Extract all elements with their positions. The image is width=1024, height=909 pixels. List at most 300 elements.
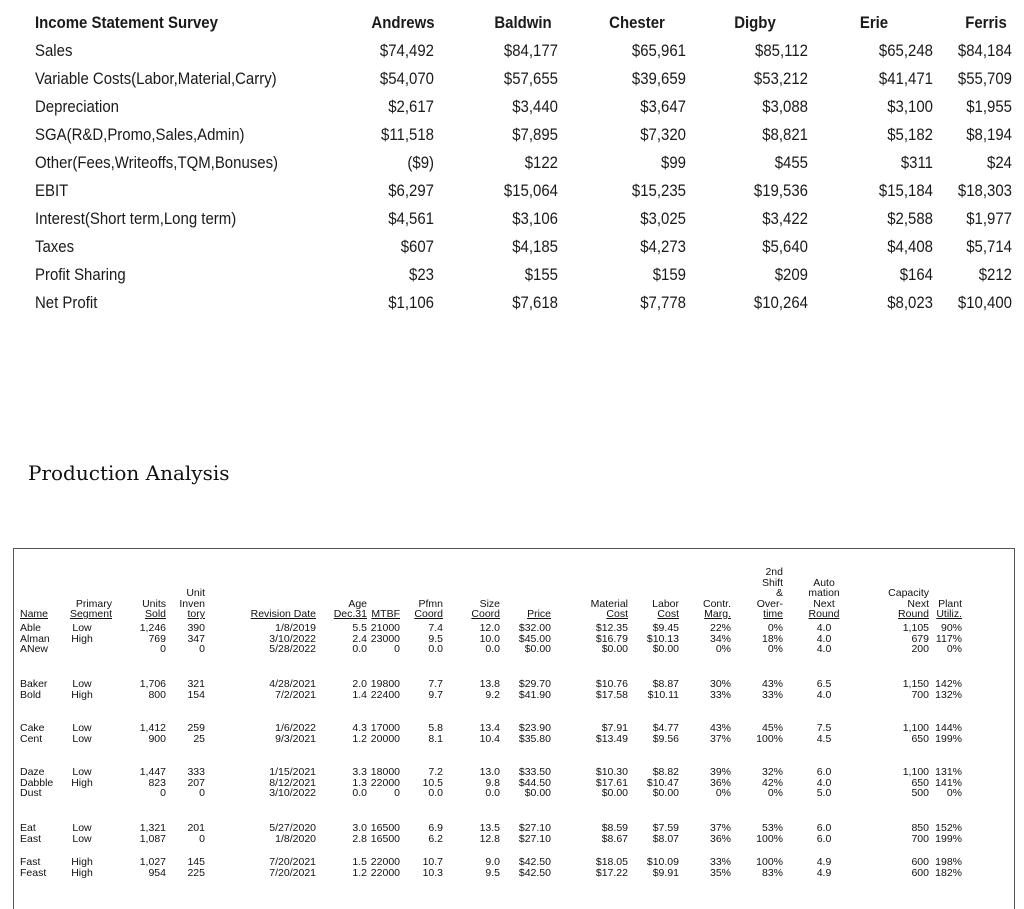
cell-mat: $16.79: [595, 632, 628, 645]
income-cell: $8,194: [966, 125, 1012, 144]
cell-price: $27.10: [518, 832, 551, 845]
cell-inv: 25: [193, 732, 205, 745]
cell-mtbf: 19800: [370, 678, 400, 690]
income-cell: $5,640: [762, 237, 808, 256]
cell-name: East: [20, 832, 42, 845]
cell-contr: 0%: [715, 787, 731, 799]
cell-price: $29.70: [518, 678, 551, 690]
income-cell: $85,112: [755, 41, 808, 60]
cell-lab: $8.07: [652, 832, 679, 845]
cell-size: 13.5: [479, 822, 500, 834]
cell-price: $42.50: [518, 856, 551, 868]
cell-auto: 4.0: [816, 632, 832, 645]
cell-mtbf: 0: [394, 643, 400, 655]
cell-pfmn: 10.7: [422, 856, 443, 868]
cell-segment: Low: [72, 766, 92, 778]
income-cell: $18,303: [957, 181, 1012, 200]
income-cell: $3,422: [762, 209, 808, 228]
cell-rev: 7/2/2021: [275, 688, 316, 701]
cell-segment: High: [71, 776, 93, 789]
cell-contr: 43%: [709, 722, 731, 734]
header-auto: Auto: [813, 576, 835, 589]
income-cell: $6,297: [388, 181, 434, 200]
cell-name: Dust: [20, 787, 42, 799]
cell-cap: 1,105: [902, 622, 929, 634]
cell-pfmn: 9.5: [428, 632, 443, 645]
cell-size: 0.0: [485, 787, 500, 799]
cell-name: Alman: [20, 632, 50, 645]
header-age: Dec.31: [333, 608, 367, 620]
cell-cap: 700: [911, 688, 929, 701]
cell-segment: High: [71, 856, 93, 868]
header-contr: Marg.: [704, 608, 731, 620]
header-contr: Contr.: [702, 597, 731, 610]
cell-mat: $12.35: [595, 622, 628, 634]
header-ot: Over-: [756, 597, 783, 610]
header-pfmn: Coord: [414, 608, 443, 620]
income-row: [0, 125, 1024, 151]
cell-mtbf: 17000: [370, 722, 400, 734]
cell-cap: 700: [911, 832, 929, 845]
cell-age: 1.5: [352, 856, 367, 868]
income-cell: $65,248: [878, 41, 933, 60]
income-cell: $84,184: [957, 41, 1012, 60]
income-cell: $3,100: [887, 97, 933, 116]
cell-units: 1,246: [139, 622, 166, 634]
income-cell: $4,185: [512, 237, 558, 256]
cell-price: $42.50: [518, 866, 551, 879]
cell-util: 132%: [935, 688, 962, 701]
header-mat: Cost: [606, 608, 628, 620]
cell-lab: $9.91: [652, 866, 679, 879]
header-cap: Capacity: [888, 587, 929, 599]
header-cap: Next: [907, 597, 929, 610]
cell-size: 13.8: [479, 678, 500, 690]
header-ot: Shift: [761, 576, 783, 589]
cell-auto: 4.9: [816, 866, 832, 879]
production-analysis-table: [13, 548, 1015, 909]
header-mtbf: MTBF: [371, 608, 400, 620]
cell-inv: 207: [187, 776, 205, 789]
income-cell: $7,618: [512, 293, 558, 312]
cell-pfmn: 6.2: [428, 832, 443, 845]
income-row-label: Taxes: [35, 237, 75, 256]
cell-lab: $0.00: [652, 643, 679, 655]
cell-ot: 32%: [761, 766, 783, 778]
cell-lab: $9.45: [652, 622, 679, 634]
company-header-andrews: Andrews: [371, 13, 435, 32]
cell-inv: 0: [199, 787, 205, 799]
cell-ot: 100%: [756, 832, 783, 845]
income-cell: $41,471: [878, 69, 933, 88]
cell-mat: $8.59: [601, 822, 628, 834]
cell-util: 117%: [935, 632, 962, 645]
cell-size: 0.0: [485, 643, 500, 655]
header-units: Units: [142, 597, 166, 610]
income-row: [0, 181, 1024, 207]
cell-rev: 3/10/2022: [269, 787, 316, 799]
cell-rev: 3/10/2022: [269, 632, 316, 645]
income-cell: $11,518: [381, 125, 434, 144]
cell-inv: 201: [187, 822, 205, 834]
income-cell: $10,400: [957, 293, 1012, 312]
income-row-label: Variable Costs(Labor,Material,Carry): [35, 69, 277, 88]
cell-units: 900: [148, 732, 166, 745]
income-cell: $1,955: [966, 97, 1012, 116]
cell-lab: $8.87: [652, 678, 679, 690]
cell-ot: 18%: [761, 632, 783, 645]
cell-mtbf: 0: [394, 787, 400, 799]
header-auto: Next: [813, 597, 835, 610]
cell-inv: 154: [187, 688, 205, 701]
production-analysis-title: Production Analysis: [28, 461, 230, 485]
income-cell: $5,714: [966, 237, 1012, 256]
cell-contr: 0%: [715, 643, 731, 655]
cell-rev: 8/12/2021: [269, 776, 316, 789]
cell-lab: $10.47: [646, 776, 679, 789]
income-cell: $122: [524, 153, 558, 172]
cell-cap: 679: [911, 632, 929, 645]
income-cell: $39,659: [631, 69, 686, 88]
income-cell: $2,588: [887, 209, 933, 228]
cell-segment: High: [71, 688, 93, 701]
header-seg: Primary: [75, 597, 112, 610]
cell-cap: 850: [911, 822, 929, 834]
cell-size: 9.0: [485, 856, 500, 868]
cell-size: 13.0: [479, 766, 500, 778]
cell-price: $0.00: [524, 643, 551, 655]
cell-cap: 600: [911, 866, 929, 879]
cell-name: ANew: [20, 643, 49, 655]
income-cell: $15,235: [631, 181, 686, 200]
cell-lab: $7.59: [652, 822, 679, 834]
income-cell: ($9): [407, 153, 434, 172]
cell-size: 10.4: [479, 732, 500, 745]
cell-age: 1.3: [352, 776, 367, 789]
cell-units: 1,321: [139, 822, 166, 834]
company-header-erie: Erie: [859, 13, 889, 32]
cell-size: 9.8: [485, 776, 500, 789]
income-cell: $1,106: [388, 293, 434, 312]
cell-name: Cake: [20, 722, 45, 734]
cell-lab: $10.09: [646, 856, 679, 868]
header-ot: &: [775, 587, 783, 599]
cell-cap: 1,150: [902, 678, 929, 690]
cell-auto: 4.5: [816, 732, 832, 745]
cell-inv: 145: [187, 856, 205, 868]
cell-pfmn: 7.7: [428, 678, 443, 690]
income-cell: $209: [774, 265, 808, 284]
income-cell: $15,184: [878, 181, 933, 200]
cell-auto: 6.0: [816, 832, 832, 845]
cell-size: 9.2: [485, 688, 500, 701]
cell-price: $33.50: [518, 766, 551, 778]
header-util: Utiliz.: [936, 608, 962, 620]
cell-util: 142%: [935, 678, 962, 690]
income-cell: $19,536: [753, 181, 808, 200]
cell-age: 3.0: [352, 822, 367, 834]
cell-lab: $0.00: [652, 787, 679, 799]
cell-size: 13.4: [479, 722, 500, 734]
income-cell: $2,617: [388, 97, 434, 116]
income-cell: $455: [774, 153, 808, 172]
income-cell: $7,778: [640, 293, 686, 312]
income-cell: $8,023: [887, 293, 933, 312]
income-cell: $55,709: [957, 69, 1012, 88]
cell-mat: $17.22: [595, 866, 628, 879]
cell-rev: 1/15/2021: [269, 766, 316, 778]
header-ot: time: [763, 608, 783, 620]
cell-contr: 30%: [709, 678, 731, 690]
cell-segment: Low: [72, 832, 92, 845]
cell-age: 2.8: [352, 832, 367, 845]
cell-util: 90%: [940, 622, 962, 634]
cell-pfmn: 0.0: [428, 787, 443, 799]
cell-ot: 0%: [767, 622, 783, 634]
income-row-label: Profit Sharing: [35, 265, 126, 284]
cell-rev: 1/8/2020: [275, 832, 316, 845]
cell-inv: 0: [199, 643, 205, 655]
income-cell: $4,561: [388, 209, 434, 228]
cell-age: 0.0: [352, 787, 367, 799]
cell-name: Baker: [20, 678, 48, 690]
cell-auto: 4.0: [816, 622, 832, 634]
cell-name: Cent: [20, 732, 43, 745]
income-row-label: Interest(Short term,Long term): [35, 209, 237, 228]
cell-pfmn: 10.3: [422, 866, 443, 879]
cell-pfmn: 5.8: [428, 722, 443, 734]
header-lab: Labor: [652, 597, 679, 610]
cell-cap: 1,100: [902, 722, 929, 734]
cell-contr: 39%: [709, 766, 731, 778]
cell-age: 2.4: [352, 632, 367, 645]
income-cell: $3,106: [512, 209, 558, 228]
cell-age: 0.0: [352, 643, 367, 655]
cell-util: 0%: [946, 787, 962, 799]
income-row: [0, 293, 1024, 319]
cell-mtbf: 22400: [370, 688, 400, 701]
income-row-label: Depreciation: [35, 97, 119, 116]
header-size: Size: [479, 597, 500, 610]
cell-pfmn: 0.0: [428, 643, 443, 655]
cell-age: 1.4: [352, 688, 367, 701]
cell-auto: 4.9: [816, 856, 832, 868]
cell-inv: 0: [199, 832, 205, 845]
cell-units: 954: [148, 866, 166, 879]
cell-units: 1,027: [139, 856, 166, 868]
cell-segment: Low: [72, 622, 92, 634]
income-cell: $23: [409, 265, 434, 284]
cell-cap: 650: [911, 776, 929, 789]
header-auto: Round: [808, 608, 840, 620]
cell-inv: 333: [187, 766, 205, 778]
cell-name: Fast: [20, 856, 41, 868]
cell-units: 823: [148, 776, 166, 789]
cell-util: 0%: [946, 643, 962, 655]
cell-rev: 5/28/2022: [269, 643, 316, 655]
cell-lab: $4.77: [652, 722, 679, 734]
cell-mtbf: 20000: [370, 732, 400, 745]
cell-price: $41.90: [518, 688, 551, 701]
cell-inv: 225: [187, 866, 205, 879]
cell-ot: 0%: [767, 643, 783, 655]
cell-cap: 650: [911, 732, 929, 745]
income-cell: $99: [661, 153, 686, 172]
cell-lab: $10.11: [647, 688, 679, 701]
cell-inv: 321: [187, 678, 205, 690]
cell-mat: $0.00: [601, 787, 628, 799]
income-row: [0, 97, 1024, 123]
header-seg: Segment: [69, 608, 112, 620]
cell-segment: High: [71, 866, 93, 879]
income-cell: $3,088: [762, 97, 808, 116]
income-row: [0, 153, 1024, 179]
header-util: Plant: [938, 597, 962, 610]
cell-segment: Low: [72, 732, 92, 745]
cell-pfmn: 7.4: [428, 622, 443, 634]
cell-rev: 7/20/2021: [269, 856, 316, 868]
cell-auto: 7.5: [816, 722, 832, 734]
income-cell: $212: [978, 265, 1012, 284]
cell-size: 10.0: [479, 632, 500, 645]
cell-units: 1,447: [139, 766, 166, 778]
cell-name: Dabble: [20, 776, 54, 789]
cell-pfmn: 10.5: [422, 776, 443, 789]
header-lab: Cost: [657, 608, 679, 620]
cell-ot: 83%: [761, 866, 783, 879]
cell-cap: 500: [911, 787, 929, 799]
income-cell: $74,492: [379, 41, 434, 60]
cell-ot: 100%: [756, 856, 783, 868]
cell-mtbf: 22000: [370, 866, 400, 879]
header-price: Price: [527, 608, 551, 620]
income-cell: $7,320: [640, 125, 686, 144]
cell-pfmn: 6.9: [428, 822, 443, 834]
cell-units: 769: [148, 632, 166, 645]
income-row-label: SGA(R&D,Promo,Sales,Admin): [35, 125, 245, 144]
cell-inv: 259: [187, 722, 205, 734]
cell-age: 1.2: [352, 866, 367, 879]
cell-util: 199%: [935, 832, 962, 845]
cell-util: 141%: [935, 776, 962, 789]
cell-contr: 22%: [709, 622, 731, 634]
cell-units: 0: [160, 643, 166, 655]
header-name: Name: [20, 608, 49, 620]
cell-contr: 35%: [709, 866, 731, 879]
cell-ot: 33%: [761, 688, 783, 701]
cell-util: 131%: [935, 766, 962, 778]
cell-segment: Low: [72, 678, 92, 690]
cell-contr: 37%: [709, 732, 731, 745]
cell-size: 9.5: [485, 866, 500, 879]
cell-inv: 347: [187, 632, 205, 645]
company-header-ferris: Ferris: [965, 13, 1007, 32]
cell-contr: 33%: [709, 688, 731, 701]
cell-auto: 4.0: [816, 776, 832, 789]
cell-segment: Low: [72, 722, 92, 734]
cell-mtbf: 16500: [370, 832, 400, 845]
cell-mtbf: 16500: [370, 822, 400, 834]
cell-age: 5.5: [352, 622, 367, 634]
income-cell: $311: [900, 153, 933, 172]
header-units: Sold: [144, 608, 166, 620]
income-cell: $607: [400, 237, 434, 256]
cell-auto: 4.0: [816, 688, 832, 701]
cell-contr: 36%: [709, 832, 731, 845]
cell-contr: 36%: [709, 776, 731, 789]
cell-ot: 45%: [761, 722, 783, 734]
cell-pfmn: 9.7: [428, 688, 443, 701]
cell-price: $45.00: [518, 632, 551, 645]
cell-name: Eat: [20, 822, 36, 834]
header-auto: mation: [808, 587, 840, 599]
income-row: [0, 209, 1024, 235]
income-row-label: EBIT: [35, 181, 69, 200]
header-inv: Unit: [186, 587, 205, 599]
cell-lab: $10.13: [646, 632, 679, 645]
cell-mat: $0.00: [601, 643, 628, 655]
income-cell: $3,025: [640, 209, 686, 228]
cell-contr: 34%: [709, 632, 731, 645]
cell-pfmn: 7.2: [428, 766, 443, 778]
cell-mtbf: 18000: [370, 766, 400, 778]
cell-name: Daze: [20, 766, 45, 778]
cell-price: $27.10: [518, 822, 551, 834]
cell-lab: $9.56: [652, 732, 679, 745]
income-header-row: [0, 13, 1024, 39]
cell-size: 12.8: [479, 832, 500, 845]
income-cell: $155: [524, 265, 558, 284]
cell-age: 2.0: [352, 678, 367, 690]
cell-mtbf: 22000: [370, 776, 400, 789]
cell-name: Able: [20, 622, 42, 634]
cell-price: $35.80: [518, 732, 551, 745]
income-row: [0, 69, 1024, 95]
income-row: [0, 237, 1024, 263]
cell-mat: $13.49: [595, 732, 628, 745]
cell-auto: 6.5: [816, 678, 832, 690]
header-inv: Inven: [179, 597, 205, 610]
income-cell: $4,408: [887, 237, 933, 256]
cell-age: 4.3: [352, 722, 367, 734]
cell-price: $32.00: [518, 622, 551, 634]
cell-size: 12.0: [479, 622, 500, 634]
cell-age: 1.2: [352, 732, 367, 745]
cell-price: $23.90: [518, 722, 551, 734]
income-cell: $5,182: [887, 125, 933, 144]
company-header-chester: Chester: [609, 13, 665, 32]
cell-rev: 9/3/2021: [275, 732, 316, 745]
income-cell: $84,177: [503, 41, 558, 60]
cell-mat: $8.67: [601, 832, 628, 845]
income-cell: $3,647: [640, 97, 686, 116]
cell-mat: $18.05: [595, 856, 628, 868]
income-row: [0, 265, 1024, 291]
cell-rev: 1/6/2022: [275, 722, 316, 734]
cell-mat: $17.58: [595, 688, 628, 701]
cell-ot: 100%: [756, 732, 783, 745]
header-pfmn: Pfmn: [418, 597, 443, 610]
header-size: Coord: [471, 608, 500, 620]
cell-segment: Low: [72, 822, 92, 834]
cell-util: 198%: [935, 856, 962, 868]
income-cell: $24: [987, 153, 1012, 172]
income-cell: $54,070: [379, 69, 434, 88]
cell-auto: 6.0: [816, 766, 832, 778]
cell-ot: 42%: [761, 776, 783, 789]
cell-mtbf: 21000: [370, 622, 400, 634]
income-row: [0, 41, 1024, 67]
